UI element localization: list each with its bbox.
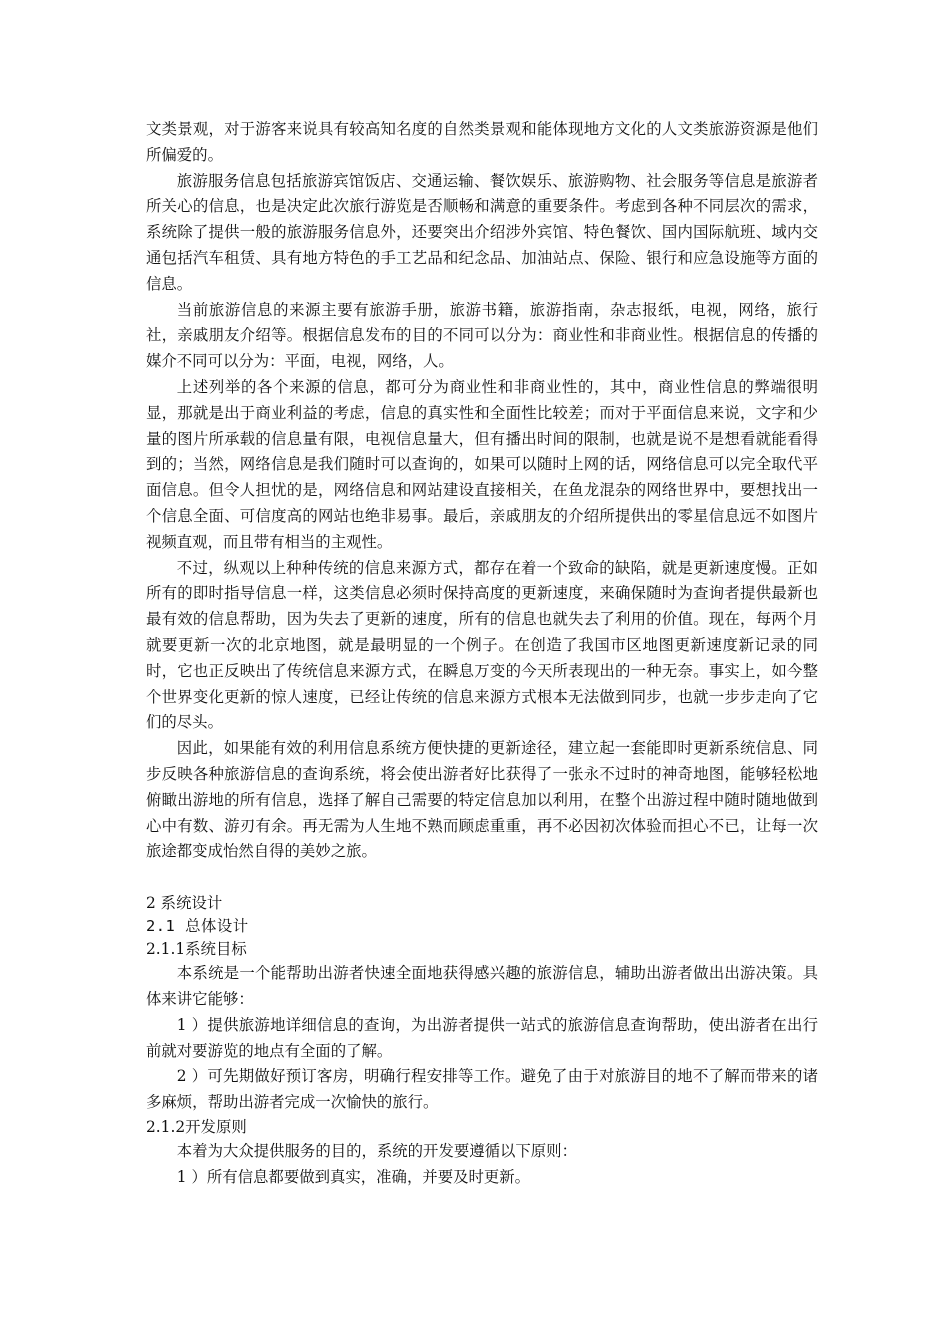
paragraph-principles: 本着为大众提供服务的目的，系统的开发要遵循以下原则： xyxy=(176,1141,577,1160)
list-item-principle-1: 1 ）所有信息都要做到真实，准确，并要及时更新。 xyxy=(176,1167,531,1186)
section-heading: 2 系统设计 xyxy=(146,894,223,913)
subsection-heading: 2.1 总体设计 xyxy=(146,917,249,936)
paragraph-goals: 本系统是一个能帮助出游者快速全面地获得感兴趣的旅游信息，辅助出游者做出出游决策。具体来讲它能够： xyxy=(146,964,818,1008)
paragraph-info-sources: 当前旅游信息的来源主要有旅游手册，旅游书籍，旅游指南，杂志报纸，电视，网络，旅行社，亲戚朋友介绍等。根据信息发布的目的不同可以分为：商业性和非商业性。根据信息的传播的媒介不同可以分为：平面，电视，网络，人。 xyxy=(146,300,818,371)
paragraph-update-speed: 不过，纵观以上种种传统的信息来源方式，都存在着一个致命的缺陷，就是更新速度慢。正如所有的即时指导信息一样，这类信息必须时保持高度的更新速度，来确保随时为查询者提供最新也最有效的信息帮助，因为失去了更新的速度，所有的信息也就失去了利用的价值。现在，每两个月就要更新一次的北京地图，就是最明显的一个例子。在创造了我国市区地图更新速度新记录的同时，它也正反映出了传统信息来源方式，在瞬息万变的今天所表现出的一种无奈。事实上，如今整个世界变化更新的惊人速度，已经让传统的信息来源方式根本无法做到同步，也就一步步走向了它们的尽头。 xyxy=(146,558,818,732)
subsubsection-heading-principles: 2.1.2开发原则 xyxy=(146,1117,247,1136)
paragraph-conclusion: 因此，如果能有效的利用信息系统方便快捷的更新途径，建立起一套能即时更新系统信息、同步反映各种旅游信息的查询系统，将会使出游者好比获得了一张永不过时的神奇地图，能够轻松地俯瞰出游地的所有信息，选择了解自己需要的特定信息加以利用，在整个出游过程中随时随地做到心中有数、游刃有余。再无需为人生地不熟而顾虑重重，再不必因初次体验而担心不已，让每一次旅途都变成怡然自得的美妙之旅。 xyxy=(146,739,818,861)
list-item-goal-1: 1 ）提供旅游地详细信息的查询，为出游者提供一站式的旅游信息查询帮助，使出游者在出行前就对要游览的地点有全面的了解。 xyxy=(146,1015,818,1060)
subsubsection-heading-goals: 2.1.1系统目标 xyxy=(146,940,247,959)
document-page xyxy=(146,117,818,1190)
paragraph-continuation: 文类景观，对于游客来说具有较高知名度的自然类景观和能体现地方文化的人文类旅游资源是他们所偏爱的。 xyxy=(146,120,818,164)
paragraph-service-info: 旅游服务信息包括旅游宾馆饭店、交通运输、餐饮娱乐、旅游购物、社会服务等信息是旅游者所关心的信息，也是决定此次旅行游览是否顺畅和满意的重要条件。考虑到各种不同层次的需求，系统除了提供一般的旅游服务信息外，还要突出介绍涉外宾馆、特色餐饮、国内国际航班、域内交通包括汽车租赁、具有地方特色的手工艺品和纪念品、加油站点、保险、银行和应急设施等方面的信息。 xyxy=(146,171,818,293)
list-item-goal-2: 2 ）可先期做好预订客房，明确行程安排等工作。避免了由于对旅游目的地不了解而带来的诸多麻烦，帮助出游者完成一次愉快的旅行。 xyxy=(146,1067,818,1112)
section-gap xyxy=(146,865,818,892)
paragraph-source-analysis: 上述列举的各个来源的信息，都可分为商业性和非商业性的，其中，商业性信息的弊端很明显，那就是出于商业利益的考虑，信息的真实性和全面性比较差；而对于平面信息来说，文字和少量的图片所承载的信息量有限，电视信息量大，但有播出时间的限制，也就是说不是想看就能看得到的；当然，网络信息是我们随时可以查询的，如果可以随时上网的话，网络信息可以完全取代平面信息。但令人担忧的是，网络信息和网站建设直接相关，在鱼龙混杂的网络世界中，要想找出一个信息全面、可信度高的网站也绝非易事。最后，亲戚朋友的介绍所提供出的零星信息远不如图片视频直观，而且带有相当的主观性。 xyxy=(146,377,818,551)
